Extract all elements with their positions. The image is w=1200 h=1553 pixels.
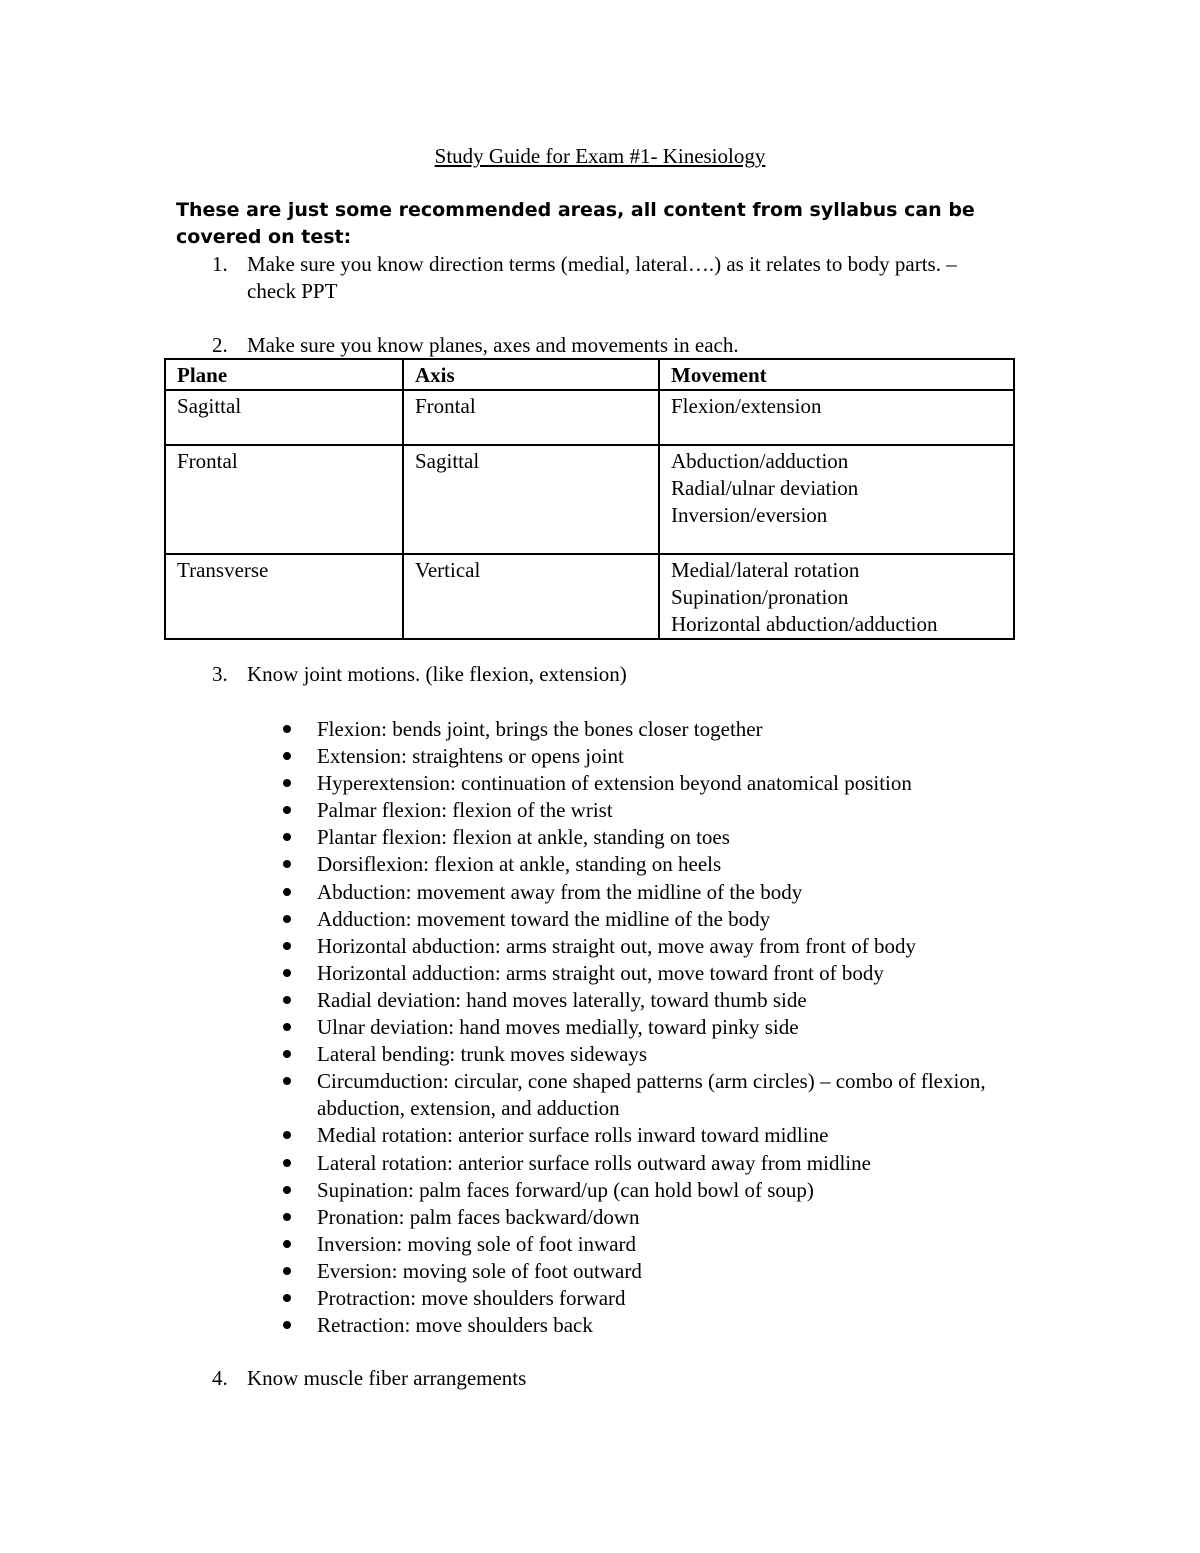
bullet-icon xyxy=(283,833,291,841)
list-number: 3. xyxy=(212,662,228,686)
motion-text: Medial rotation: anterior surface rolls inward toward midline xyxy=(317,1123,829,1148)
bullet-icon xyxy=(283,996,291,1004)
motion-text: Abduction: movement away from the midline of the body xyxy=(317,879,803,904)
list-item xyxy=(283,743,1003,770)
bullet-icon xyxy=(283,1186,291,1194)
list-item xyxy=(283,879,1003,906)
page-title: Study Guide for Exam #1- Kinesiology xyxy=(434,144,766,168)
motion-text: Circumduction: circular, cone shaped patterns (arm circles) – combo of flexion, abduction, extension, and adduction xyxy=(317,1069,986,1121)
motion-text: Adduction: movement toward the midline of the body xyxy=(317,906,771,931)
header-plane: Plane xyxy=(165,359,403,390)
list-item xyxy=(283,1122,1003,1149)
motion-text: Ulnar deviation: hand moves medially, toward pinky side xyxy=(317,1015,799,1040)
list-item-text: Make sure you know planes, axes and movements in each. xyxy=(247,333,739,357)
bullet-icon xyxy=(283,1050,291,1058)
list-item xyxy=(283,1014,1003,1041)
table-header-row xyxy=(165,359,1014,390)
list-item xyxy=(283,797,1003,824)
axis-cell: Sagittal xyxy=(403,445,659,554)
movement-cell xyxy=(659,390,1014,445)
motion-text: Flexion: bends joint, brings the bones closer together xyxy=(317,717,763,741)
bullet-icon xyxy=(283,752,291,760)
table-row xyxy=(165,554,1014,639)
axis-cell: Vertical xyxy=(403,554,659,639)
header-axis: Axis xyxy=(403,359,659,390)
list-item xyxy=(283,824,1003,851)
table-row xyxy=(165,390,1014,445)
bullet-icon xyxy=(283,942,291,950)
list-item xyxy=(283,851,1003,878)
bullet-icon xyxy=(283,1213,291,1221)
list-item xyxy=(283,1068,1003,1122)
list-item xyxy=(283,933,1003,960)
list-item xyxy=(283,1041,1003,1068)
movement-cell xyxy=(659,445,1014,554)
motion-text: Horizontal abduction: arms straight out, move away from front of body xyxy=(317,933,916,958)
list-item xyxy=(283,1177,1003,1204)
bullet-icon xyxy=(283,915,291,923)
bullet-icon xyxy=(283,969,291,977)
motion-text: Supination: palm faces forward/up (can hold bowl of soup) xyxy=(317,1177,814,1202)
movement-line: Medial/lateral rotation xyxy=(671,558,860,582)
table-row xyxy=(165,445,1014,554)
list-item-2 xyxy=(212,332,992,359)
list-item-text: Know joint motions. (like flexion, extension) xyxy=(247,662,627,686)
list-item xyxy=(283,1285,1003,1312)
motion-text: Horizontal adduction: arms straight out, move toward front of body xyxy=(317,960,884,985)
intro-note: These are just some recommended areas, all content from syllabus can be covered on test: xyxy=(176,199,975,248)
list-item-3 xyxy=(212,661,992,688)
motion-text: Plantar flexion: flexion at ankle, standing on toes xyxy=(317,825,730,850)
motion-text: Protraction: move shoulders forward xyxy=(317,1285,626,1310)
list-item xyxy=(283,1204,1003,1231)
list-item xyxy=(283,716,1003,743)
movement-line: Radial/ulnar deviation xyxy=(671,476,859,500)
movement-cell xyxy=(659,554,1014,639)
list-item xyxy=(283,1312,1003,1339)
list-number: 4. xyxy=(212,1366,228,1390)
list-item xyxy=(283,770,1003,797)
bullet-icon xyxy=(283,1321,291,1329)
bullet-icon xyxy=(283,1294,291,1302)
bullet-icon xyxy=(283,806,291,814)
bullet-icon xyxy=(283,1240,291,1248)
motion-text: Extension: straightens or opens joint xyxy=(317,744,624,769)
list-item-4 xyxy=(212,1365,992,1392)
motion-text: Inversion: moving sole of foot inward xyxy=(317,1231,637,1256)
motion-text: Lateral bending: trunk moves sideways xyxy=(317,1042,648,1067)
header-movement: Movement xyxy=(659,359,1014,390)
motion-text: Dorsiflexion: flexion at ankle, standing on heels xyxy=(317,852,722,877)
plane-cell: Sagittal xyxy=(165,390,403,445)
motion-text: Radial deviation: hand moves laterally, toward thumb side xyxy=(317,987,807,1012)
bullet-icon xyxy=(283,1077,291,1085)
list-item xyxy=(283,1150,1003,1177)
plane-cell: Frontal xyxy=(165,445,403,554)
movement-line: Flexion/extension xyxy=(671,394,822,418)
bullet-icon xyxy=(283,1131,291,1139)
list-item-text: Know muscle fiber arrangements xyxy=(247,1366,527,1390)
motion-text: Palmar flexion: flexion of the wrist xyxy=(317,798,613,823)
bullet-icon xyxy=(283,1159,291,1167)
movement-line: Horizontal abduction/adduction xyxy=(671,612,938,636)
motion-text: Hyperextension: continuation of extension beyond anatomical position xyxy=(317,771,912,796)
motion-text: Retraction: move shoulders back xyxy=(317,1313,593,1338)
bullet-icon xyxy=(283,1267,291,1275)
list-item-1 xyxy=(212,251,992,305)
bullet-icon xyxy=(283,888,291,896)
bullet-icon xyxy=(283,725,291,733)
bullet-icon xyxy=(283,1023,291,1031)
list-item xyxy=(283,960,1003,987)
bullet-icon xyxy=(283,860,291,868)
list-number: 1. xyxy=(212,252,228,276)
motion-text: Pronation: palm faces backward/down xyxy=(317,1204,640,1229)
planes-table xyxy=(164,358,1015,640)
axis-cell: Frontal xyxy=(403,390,659,445)
list-item-text: Make sure you know direction terms (medial, lateral….) as it relates to body parts. – check PPT xyxy=(247,252,957,303)
list-item xyxy=(283,1258,1003,1285)
movement-line: Abduction/adduction xyxy=(671,449,849,473)
bullet-icon xyxy=(283,779,291,787)
list-item xyxy=(283,1231,1003,1258)
list-item xyxy=(283,987,1003,1014)
list-item xyxy=(283,906,1003,933)
joint-motions-list xyxy=(283,716,1003,1339)
motion-text: Eversion: moving sole of foot outward xyxy=(317,1258,642,1283)
movement-line: Supination/pronation xyxy=(671,585,849,609)
list-number: 2. xyxy=(212,333,228,357)
motion-text: Lateral rotation: anterior surface rolls outward away from midline xyxy=(317,1150,871,1175)
movement-line: Inversion/eversion xyxy=(671,503,828,527)
plane-cell: Transverse xyxy=(165,554,403,639)
